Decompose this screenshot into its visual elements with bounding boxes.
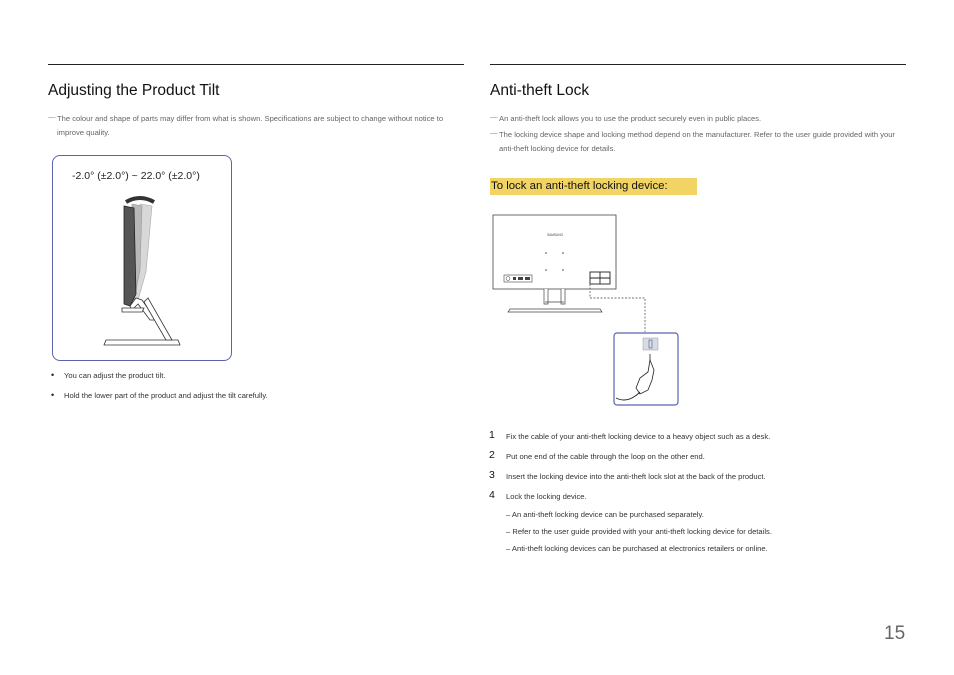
left-note-text: The colour and shape of parts may differ from what is shown. Specifications are subject to change without notice to improve quality.: [57, 114, 444, 137]
sub-note: – Refer to the user guide provided with your anti-theft locking device for details.: [506, 527, 772, 536]
vesa-hole: [562, 252, 564, 254]
right-note: [490, 128, 909, 155]
step-number: 4: [489, 489, 495, 501]
port: [518, 277, 523, 280]
vesa-hole: [545, 269, 547, 271]
right-note-text: The locking device shape and locking method depend on the manufacturer. Refer to the user guide provided with your anti-theft locking device for details.: [499, 130, 895, 153]
note-dash: —: [48, 112, 56, 121]
port: [513, 277, 516, 280]
sub-note: – An anti-theft locking device can be purchased separately.: [506, 510, 704, 519]
port: [525, 277, 530, 280]
monitor-panel-side: [124, 206, 136, 306]
bullet-item: • Hold the lower part of the product and adjust the tilt carefully.: [64, 391, 268, 400]
right-top-rule: [490, 64, 906, 65]
step-number: 3: [489, 469, 495, 481]
leader-line: [590, 284, 645, 332]
left-section-title: Adjusting the Product Tilt: [48, 82, 220, 99]
monitor-stand: [508, 289, 602, 312]
monitor-brand-logo: SAMSUNG: [546, 233, 564, 237]
step-number: 2: [489, 449, 495, 461]
right-note: [490, 112, 909, 126]
left-top-rule: [48, 64, 464, 65]
tilt-range-label: -2.0° (±2.0°) ~ 22.0° (±2.0°): [72, 170, 200, 182]
monitor-stand-leg: [144, 298, 172, 340]
monitor-tilt-illustration: [100, 190, 200, 350]
vesa-hole: [562, 269, 564, 271]
note-dash: —: [490, 128, 498, 137]
right-note-text: An anti-theft lock allows you to use the product securely even in public places.: [499, 114, 762, 123]
step-text: Insert the locking device into the anti-theft lock slot at the back of the product.: [506, 472, 766, 481]
anti-theft-lock-illustration: [490, 212, 690, 412]
tilt-arrow: [126, 198, 154, 202]
note-dash: —: [490, 112, 498, 121]
sub-note: – Anti-theft locking devices can be purchased at electronics retailers or online.: [506, 544, 768, 553]
bullet-item: • You can adjust the product tilt.: [64, 371, 165, 380]
step-number: 1: [489, 429, 495, 441]
subheading: To lock an anti-theft locking device:: [490, 178, 697, 195]
monitor-stand-base: [104, 340, 180, 345]
step-text: Fix the cable of your anti-theft locking device to a heavy object such as a desk.: [506, 432, 771, 441]
right-section-title: Anti-theft Lock: [490, 82, 590, 99]
step-text: Put one end of the cable through the loop on the other end.: [506, 452, 705, 461]
step-text: Lock the locking device.: [506, 492, 587, 501]
left-note: [48, 112, 461, 139]
page-number: 15: [884, 623, 906, 644]
monitor-stand-foot: [122, 308, 144, 312]
vesa-hole: [545, 252, 547, 254]
